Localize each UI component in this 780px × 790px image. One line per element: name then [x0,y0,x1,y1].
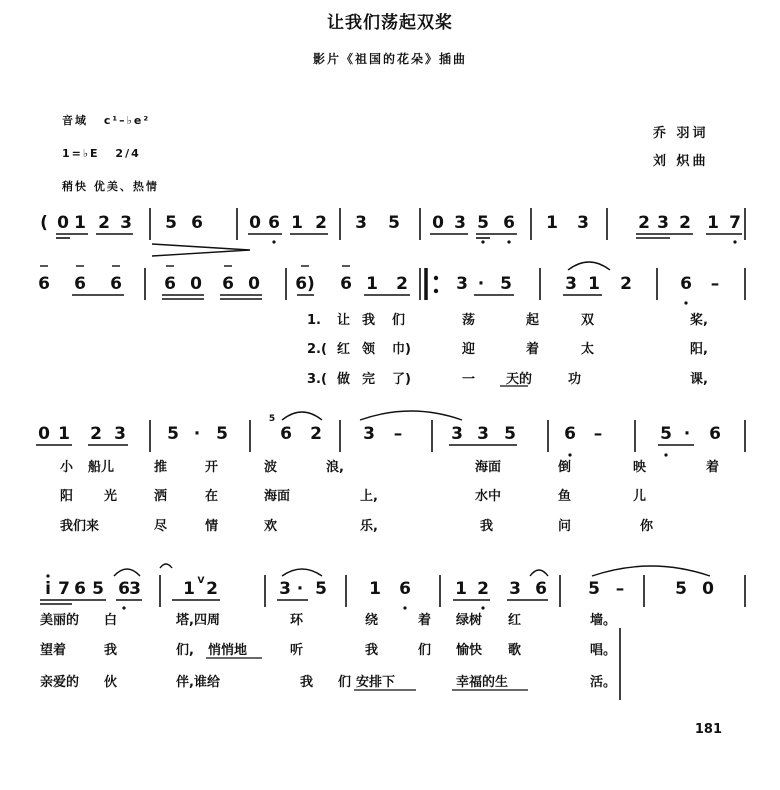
lyric-word: 荡 [462,313,476,328]
low-octave-dot [664,453,667,456]
tie [160,564,172,568]
jianpu-note: 7 [58,579,70,599]
lyric-word: 双 [581,313,595,328]
lyric-word: 迎 [462,342,476,357]
dash-note: – [710,274,720,294]
jianpu-note: 5 [216,424,228,444]
jianpu-note: 5 [588,579,600,599]
lyric-word: 你 [640,519,654,534]
jianpu-note: 1 [369,579,381,599]
lyric-word: 们, [176,643,194,658]
slur [282,569,322,576]
jianpu-note: 6 [340,274,352,294]
jianpu-note: 3 [577,213,589,233]
slur [568,262,610,270]
page-number: 181 [694,722,722,737]
lyric-word: 着 [706,460,720,475]
lyric-word: 墙。 [590,613,617,628]
lyric-word: 映 [633,460,647,475]
slur [530,570,548,576]
jianpu-note: 1 [366,274,378,294]
jianpu-note: 1 [588,274,600,294]
jianpu-note: 5 [660,424,672,444]
jianpu-note: 3 [565,274,577,294]
lyric-word: 我们来 [60,519,100,534]
dash-note: – [615,579,625,599]
jianpu-note: 3 [120,213,132,233]
jianpu-note: 2 [679,213,691,233]
lyric-word: 伙 [104,675,118,690]
lyric-word: 悄悄地 [208,643,248,658]
low-octave-dot [507,240,510,243]
lyric-word: 海面 [264,489,291,504]
lyric-word: 我 [365,643,379,658]
lyric-word: 桨, [690,313,708,328]
lyric-word: 着 [526,342,540,357]
jianpu-note: 2 [315,213,327,233]
lyric-word: 白 [104,613,118,628]
lyricist-credit: 乔 羽词 [653,126,709,141]
lyric-word: 愉快 [456,643,483,658]
dot-extension: · [193,424,201,444]
jianpu-note: 6 [222,274,234,294]
jianpu-note: 0 [249,213,261,233]
jianpu-note: 3 [657,213,669,233]
lyric-word: 阳, [690,342,708,357]
jianpu-note: 3 [451,424,463,444]
jianpu-note: 6 [503,213,515,233]
jianpu-note: 3 [509,579,521,599]
jianpu-note: 1 [183,579,195,599]
lyric-word: 一 [462,372,476,387]
jianpu-note: 3 [129,579,141,599]
song-title: 让我们荡起双桨 [327,13,453,33]
lyric-word: 鱼 [558,489,572,504]
low-octave-dot [481,240,484,243]
jianpu-note: 2 [206,579,218,599]
jianpu-note: 6 [110,274,122,294]
lyric-word: 做 [337,372,351,387]
lyric-word: 情 [205,519,219,534]
lyric-word: 船儿 [88,460,115,475]
lyric-word: 开 [205,460,219,475]
jianpu-note: 6 [280,424,292,444]
lyric-word: 听 [290,643,304,658]
lyrics [40,312,719,690]
dot-extension: · [683,424,691,444]
composer-credit: 刘 炽曲 [653,154,709,169]
lyric-word: 们 [392,313,406,328]
lyric-word: 美丽的 [40,613,80,628]
lyric-word: 们 [418,643,432,658]
jianpu-note: 0 [57,213,69,233]
jianpu-note: 5 [388,213,400,233]
lyric-word: 阳 [60,489,74,504]
barlines [145,208,745,700]
lyric-word: 3.( [307,372,327,387]
lyric-word: 塔,四周 [176,613,220,628]
lyric-word: 巾) [392,342,411,357]
time-signature: 2/4 [115,147,141,160]
lyric-word: 了) [392,372,411,387]
dash-note: – [393,424,403,444]
jianpu-note: 2 [90,424,102,444]
jianpu-note: 2 [98,213,110,233]
lyric-word: 安排下 [356,675,396,690]
lyric-word: 乐, [360,519,378,534]
slur [592,566,710,576]
grace-note: 5 [268,414,276,424]
lyric-word: 让 [337,313,351,328]
jianpu-note: 5 [500,274,512,294]
lyric-word: 太 [581,342,595,357]
jianpu-note: 6 [164,274,176,294]
jianpu-note: 6 [535,579,547,599]
jianpu-note: 2 [638,213,650,233]
jianpu-note: 3 [355,213,367,233]
slur [360,411,462,420]
lyric-word: 洒 [154,489,168,504]
jianpu-note: 1 [291,213,303,233]
jianpu-note: 5 [675,579,687,599]
lyric-word: 领 [362,342,376,357]
lyric-word: 光 [104,489,118,504]
jianpu-note: 5 [165,213,177,233]
lyric-word: 我 [480,519,494,534]
lyric-word: 望着 [40,643,67,658]
lyric-word: 伴,谁给 [176,675,220,690]
jianpu-note: 3 [114,424,126,444]
lyric-word: 我 [300,675,314,690]
beams [36,234,742,604]
low-octave-dot [733,240,736,243]
lyric-word: 水中 [475,489,502,504]
jianpu-note: 0 [38,424,50,444]
lyric-word: 绕 [365,613,379,628]
jianpu-note: 2 [396,274,408,294]
decrescendo-hairpin [152,244,250,256]
lyric-word: 歌 [508,643,522,658]
jianpu-note: 0 [190,274,202,294]
lyric-word: 起 [526,313,540,328]
jianpu-note: 5 [315,579,327,599]
jianpu-note: 1 [455,579,467,599]
lyric-word: 着 [418,613,432,628]
high-octave-dot [46,574,49,577]
lyric-word: 绿树 [456,613,483,628]
low-octave-dot [272,240,275,243]
lyric-word: 活。 [590,675,617,690]
jianpu-note: 6 [118,579,130,599]
jianpu-note: 5 [92,579,104,599]
lyric-word: 红 [337,342,351,357]
lyric-word: 课, [690,372,708,387]
lyric-word: 完 [362,372,376,387]
key-signature: 1=♭E [62,147,100,160]
slur [114,569,140,576]
lyric-word: 功 [568,372,582,387]
jianpu-note: ( [40,213,48,233]
range-label: 音域 [62,114,88,127]
lyric-word: 们 [338,675,352,690]
lyric-word: 波 [264,460,278,475]
jianpu-note: 6 [191,213,203,233]
jianpu-note: 3 [456,274,468,294]
low-octave-dot [122,606,125,609]
jianpu-note: i [45,579,51,599]
jianpu-note: 6 [268,213,280,233]
jianpu-note: 2 [477,579,489,599]
lyric-word: 上, [360,489,378,504]
lyric-word: 浪, [326,460,344,475]
song-subtitle: 影片《祖国的花朵》插曲 [312,52,467,66]
jianpu-note: 3 [454,213,466,233]
lyric-word: 2.( [307,342,327,357]
jianpu-note: 3 [279,579,291,599]
low-octave-dot [403,606,406,609]
jianpu-note: 6 [564,424,576,444]
jianpu-note: 3 [363,424,375,444]
jianpu-note: 3 [477,424,489,444]
lyric-word: 红 [508,613,522,628]
low-octave-dot [568,453,571,456]
jianpu-note: 6 [709,424,721,444]
jianpu-note: 6 [74,579,86,599]
jianpu-note: 6) [295,274,315,294]
jianpu-note: 5 [504,424,516,444]
jianpu-note: 2 [620,274,632,294]
slur [282,412,322,420]
slurs [114,262,710,576]
lyric-word: 亲爱的 [40,675,80,690]
lyric-word: 推 [154,460,168,475]
jianpu-note: 1 [707,213,719,233]
jianpu-note: 1 [546,213,558,233]
jianpu-note: 5 [477,213,489,233]
dot-extension: · [477,274,485,294]
tempo-marking: 稍快 优美、热情 [62,180,159,193]
lyric-word: 问 [558,519,572,534]
lyric-word: 在 [205,489,219,504]
jianpu-note: 1 [58,424,70,444]
repeat-dot [434,289,438,293]
lyric-word: 我 [362,313,376,328]
dash-note: – [593,424,603,444]
lyric-word: 天的 [506,372,533,387]
range-value: c¹–♭e² [103,114,151,127]
jianpu-note: 6 [74,274,86,294]
jianpu-note: 5 [167,424,179,444]
lyric-word: 小 [60,460,74,475]
lyric-word: 海面 [475,460,502,475]
lyric-word: 我 [104,643,118,658]
lyric-word: 儿 [633,489,647,504]
jianpu-note: 2 [310,424,322,444]
lyric-word: 唱。 [590,643,617,658]
score-glyphs [38,213,741,599]
lyric-word: 幸福的生 [456,675,509,690]
lyric-word: 1. [307,313,321,328]
repeat-dot [434,276,438,280]
jianpu-note: 1 [74,213,86,233]
jianpu-note: 0 [248,274,260,294]
low-octave-dot [481,606,484,609]
low-octave-dot [684,301,687,304]
jianpu-note: 0 [702,579,714,599]
jianpu-note: 6 [399,579,411,599]
jianpu-note: 6 [680,274,692,294]
jianpu-note: 6 [38,274,50,294]
lyric-word: 倒 [558,460,572,475]
breath-mark: V [197,576,205,586]
jianpu-note: 7 [729,213,741,233]
lyric-word: 环 [290,613,304,628]
lyric-word: 尽 [154,519,168,534]
dot-extension: · [296,579,304,599]
jianpu-note: 0 [432,213,444,233]
lyric-word: 欢 [264,519,278,534]
